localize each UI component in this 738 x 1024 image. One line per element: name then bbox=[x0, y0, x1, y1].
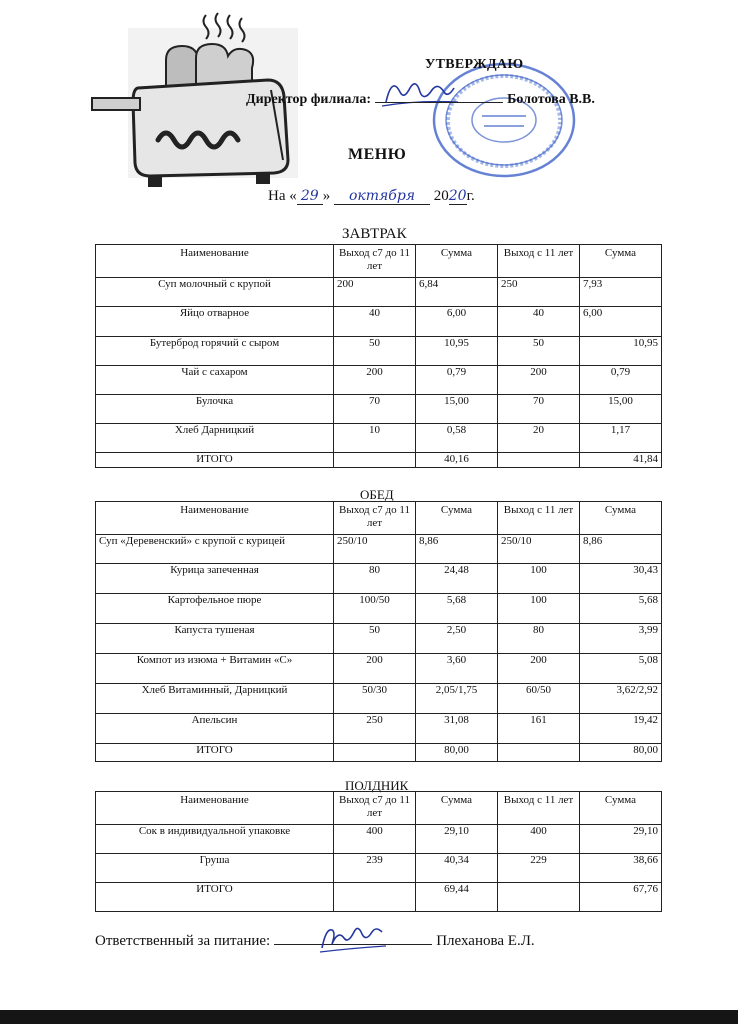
table-row bbox=[96, 424, 662, 453]
dish-name: Курица запеченная bbox=[96, 564, 334, 594]
total-price-7-11: 69,44 bbox=[416, 883, 498, 912]
portion-11: 200 bbox=[498, 654, 580, 684]
portion-11: 229 bbox=[498, 854, 580, 883]
table-row bbox=[96, 337, 662, 366]
price-11: 10,95 bbox=[580, 337, 662, 366]
dish-name: Сок в индивидуальной упаковке bbox=[96, 825, 334, 854]
price-11: 3,99 bbox=[580, 624, 662, 654]
total-label: ИТОГО bbox=[96, 453, 334, 468]
price-11: 38,66 bbox=[580, 854, 662, 883]
dish-name: Компот из изюма + Витамин «С» bbox=[96, 654, 334, 684]
dish-name: Хлеб Витаминный, Дарницкий bbox=[96, 684, 334, 714]
column-header: Сумма bbox=[416, 245, 498, 278]
responsible-name: Плеханова Е.Л. bbox=[436, 933, 535, 949]
price-7-11: 15,00 bbox=[416, 395, 498, 424]
column-header: Выход с 11 лет bbox=[498, 792, 580, 825]
dish-name: Суп молочный с крупой bbox=[96, 278, 334, 307]
table-row bbox=[96, 535, 662, 564]
table-row bbox=[96, 684, 662, 714]
breakfast-table bbox=[95, 244, 662, 468]
price-7-11: 0,58 bbox=[416, 424, 498, 453]
total-portion-7-11 bbox=[334, 883, 416, 912]
portion-7-11: 70 bbox=[334, 395, 416, 424]
portion-7-11: 50/30 bbox=[334, 684, 416, 714]
price-11: 19,42 bbox=[580, 714, 662, 744]
table-row bbox=[96, 564, 662, 594]
dish-name: Бутерброд горячий с сыром bbox=[96, 337, 334, 366]
total-portion-11 bbox=[498, 744, 580, 762]
dish-name: Груша bbox=[96, 854, 334, 883]
price-7-11: 0,79 bbox=[416, 366, 498, 395]
column-header: Сумма bbox=[580, 792, 662, 825]
price-7-11: 6,00 bbox=[416, 307, 498, 337]
price-7-11: 31,08 bbox=[416, 714, 498, 744]
portion-7-11: 50 bbox=[334, 337, 416, 366]
date-prefix: На « bbox=[268, 188, 297, 204]
date-month: октября bbox=[334, 188, 430, 205]
column-header: Выход с7 до 11 лет bbox=[334, 792, 416, 825]
date-suffix: г. bbox=[466, 188, 475, 204]
portion-7-11: 400 bbox=[334, 825, 416, 854]
breakfast-title: ЗАВТРАК bbox=[342, 226, 407, 242]
column-header: Выход с 11 лет bbox=[498, 502, 580, 535]
price-7-11: 2,05/1,75 bbox=[416, 684, 498, 714]
portion-11: 50 bbox=[498, 337, 580, 366]
table-header-row bbox=[96, 502, 662, 535]
column-header: Наименование bbox=[96, 502, 334, 535]
column-header: Сумма bbox=[580, 245, 662, 278]
table-header-row bbox=[96, 245, 662, 278]
date-year-prefix: 20 bbox=[433, 188, 449, 204]
signature-line bbox=[375, 90, 503, 103]
portion-11: 250 bbox=[498, 278, 580, 307]
dish-name: Картофельное пюре bbox=[96, 594, 334, 624]
director-name: Болотова В.В. bbox=[507, 92, 595, 107]
portion-11: 20 bbox=[498, 424, 580, 453]
total-price-11: 67,76 bbox=[580, 883, 662, 912]
total-row bbox=[96, 744, 662, 762]
dish-name: Булочка bbox=[96, 395, 334, 424]
dish-name: Суп «Деревенский» с крупой с курицей bbox=[96, 535, 334, 564]
lunch-table bbox=[95, 501, 662, 762]
director-label: Директор филиала: bbox=[246, 92, 372, 107]
total-row bbox=[96, 883, 662, 912]
date-mid: » bbox=[322, 188, 331, 204]
table-row bbox=[96, 825, 662, 854]
dish-name: Яйцо отварное bbox=[96, 307, 334, 337]
total-price-7-11: 80,00 bbox=[416, 744, 498, 762]
portion-11: 250/10 bbox=[498, 535, 580, 564]
table-row bbox=[96, 624, 662, 654]
table-row bbox=[96, 395, 662, 424]
price-7-11: 24,48 bbox=[416, 564, 498, 594]
column-header: Сумма bbox=[416, 792, 498, 825]
price-7-11: 10,95 bbox=[416, 337, 498, 366]
responsible-label: Ответственный за питание: bbox=[95, 933, 271, 949]
dish-name: Чай с сахаром bbox=[96, 366, 334, 395]
responsible-line bbox=[95, 930, 535, 950]
portion-11: 60/50 bbox=[498, 684, 580, 714]
price-11: 5,08 bbox=[580, 654, 662, 684]
table-row bbox=[96, 307, 662, 337]
scan-edge bbox=[0, 1010, 738, 1024]
column-header: Выход с7 до 11 лет bbox=[334, 245, 416, 278]
portion-11: 400 bbox=[498, 825, 580, 854]
page-title: МЕНЮ bbox=[348, 146, 407, 163]
price-7-11: 8,86 bbox=[416, 535, 498, 564]
portion-11: 200 bbox=[498, 366, 580, 395]
column-header: Наименование bbox=[96, 792, 334, 825]
responsible-signature bbox=[318, 922, 388, 956]
total-portion-11 bbox=[498, 883, 580, 912]
total-portion-7-11 bbox=[334, 744, 416, 762]
dish-name: Капуста тушеная bbox=[96, 624, 334, 654]
portion-7-11: 239 bbox=[334, 854, 416, 883]
column-header: Наименование bbox=[96, 245, 334, 278]
column-header: Выход с 11 лет bbox=[498, 245, 580, 278]
price-11: 15,00 bbox=[580, 395, 662, 424]
portion-7-11: 80 bbox=[334, 564, 416, 594]
portion-11: 70 bbox=[498, 395, 580, 424]
table-row bbox=[96, 366, 662, 395]
portion-7-11: 200 bbox=[334, 366, 416, 395]
price-7-11: 2,50 bbox=[416, 624, 498, 654]
date-year: 20 bbox=[448, 188, 467, 204]
table-row bbox=[96, 854, 662, 883]
portion-11: 40 bbox=[498, 307, 580, 337]
portion-7-11: 100/50 bbox=[334, 594, 416, 624]
director-line bbox=[246, 90, 595, 108]
date-line bbox=[268, 188, 475, 205]
price-11: 3,62/2,92 bbox=[580, 684, 662, 714]
table-header-row bbox=[96, 792, 662, 825]
price-11: 30,43 bbox=[580, 564, 662, 594]
dish-name: Хлеб Дарницкий bbox=[96, 424, 334, 453]
price-11: 0,79 bbox=[580, 366, 662, 395]
portion-7-11: 40 bbox=[334, 307, 416, 337]
price-11: 5,68 bbox=[580, 594, 662, 624]
column-header: Выход с7 до 11 лет bbox=[334, 502, 416, 535]
snack-title: ПОЛДНИК bbox=[345, 778, 409, 793]
portion-7-11: 200 bbox=[334, 654, 416, 684]
portion-11: 100 bbox=[498, 594, 580, 624]
price-11: 1,17 bbox=[580, 424, 662, 453]
table-row bbox=[96, 278, 662, 307]
total-portion-7-11 bbox=[334, 453, 416, 468]
total-price-11: 41,84 bbox=[580, 453, 662, 468]
portion-7-11: 50 bbox=[334, 624, 416, 654]
column-header: Сумма bbox=[416, 502, 498, 535]
price-11: 6,00 bbox=[580, 307, 662, 337]
portion-7-11: 250/10 bbox=[334, 535, 416, 564]
price-7-11: 3,60 bbox=[416, 654, 498, 684]
approval-label: УТВЕРЖДАЮ bbox=[425, 57, 524, 72]
price-11: 29,10 bbox=[580, 825, 662, 854]
total-label: ИТОГО bbox=[96, 744, 334, 762]
total-price-11: 80,00 bbox=[580, 744, 662, 762]
price-11: 7,93 bbox=[580, 278, 662, 307]
price-11: 8,86 bbox=[580, 535, 662, 564]
price-7-11: 5,68 bbox=[416, 594, 498, 624]
column-header: Сумма bbox=[580, 502, 662, 535]
portion-11: 80 bbox=[498, 624, 580, 654]
total-price-7-11: 40,16 bbox=[416, 453, 498, 468]
lunch-title: ОБЕД bbox=[360, 487, 394, 502]
price-7-11: 6,84 bbox=[416, 278, 498, 307]
date-day: 29 bbox=[297, 188, 323, 205]
table-row bbox=[96, 714, 662, 744]
table-row bbox=[96, 594, 662, 624]
portion-7-11: 10 bbox=[334, 424, 416, 453]
portion-7-11: 200 bbox=[334, 278, 416, 307]
total-label: ИТОГО bbox=[96, 883, 334, 912]
dish-name: Апельсин bbox=[96, 714, 334, 744]
price-7-11: 40,34 bbox=[416, 854, 498, 883]
table-row bbox=[96, 654, 662, 684]
price-7-11: 29,10 bbox=[416, 825, 498, 854]
portion-11: 100 bbox=[498, 564, 580, 594]
snack-table bbox=[95, 791, 662, 912]
total-row bbox=[96, 453, 662, 468]
portion-11: 161 bbox=[498, 714, 580, 744]
portion-7-11: 250 bbox=[334, 714, 416, 744]
total-portion-11 bbox=[498, 453, 580, 468]
